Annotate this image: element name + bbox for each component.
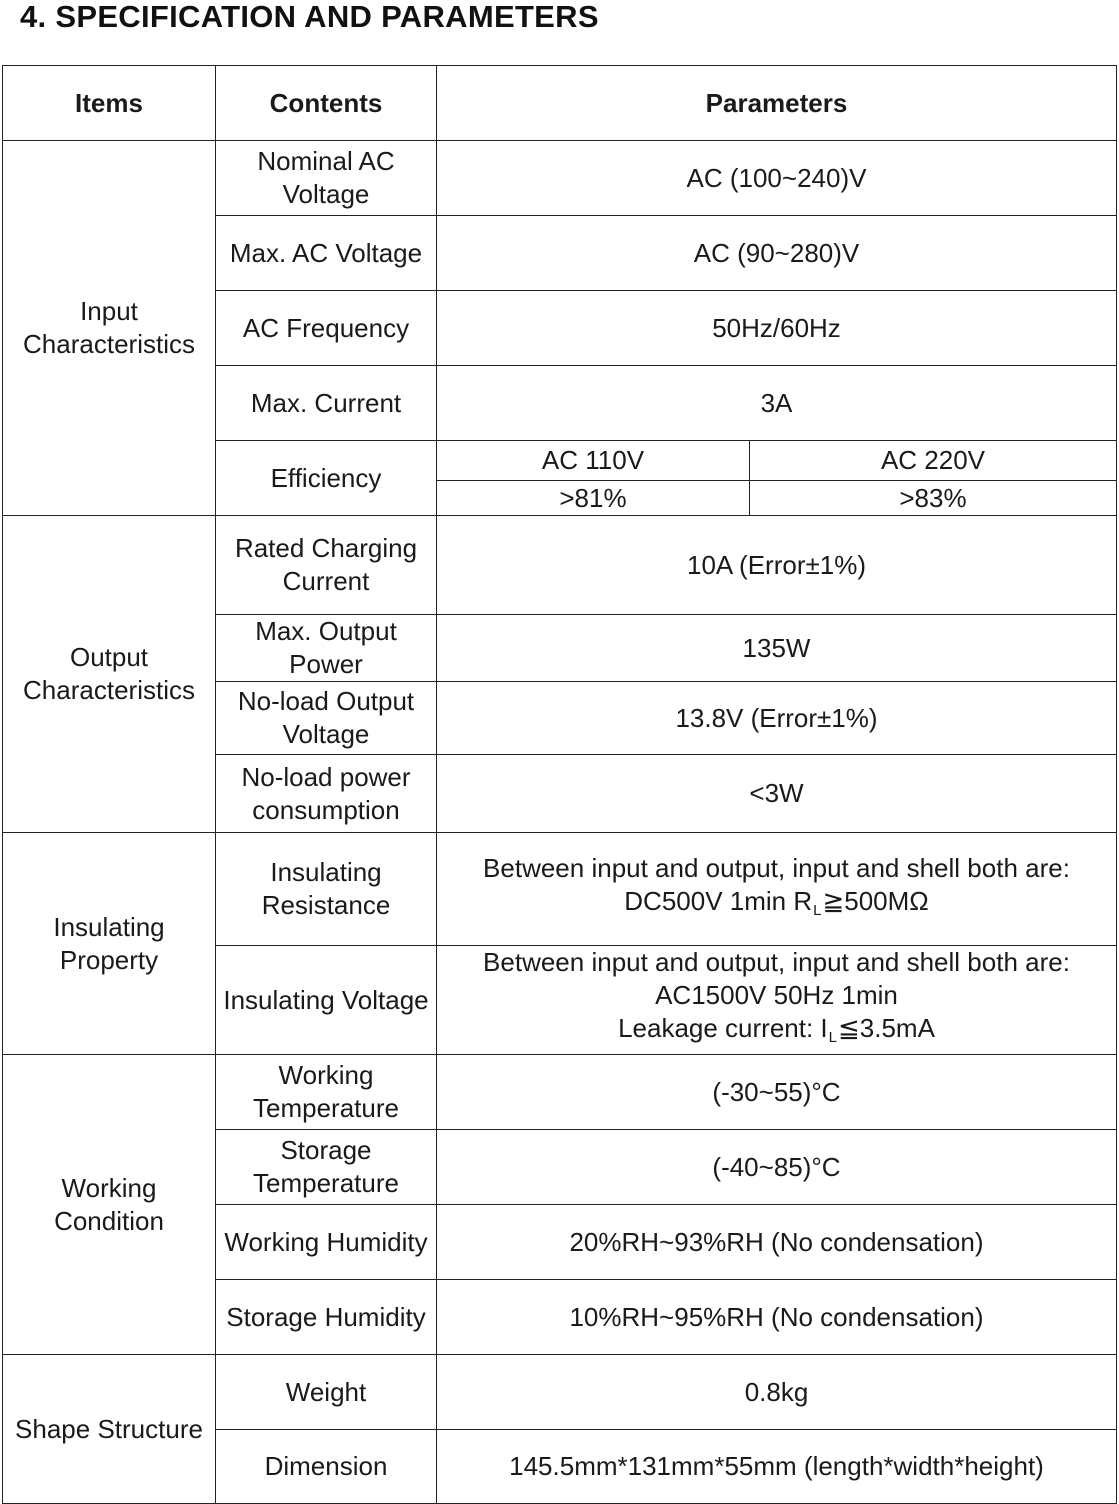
- header-items: Items: [3, 66, 216, 141]
- max-current-label: Max. Current: [216, 366, 437, 441]
- insulating-voltage-line3: [441, 1012, 1112, 1054]
- storage-temperature-label: Storage Temperature: [216, 1130, 437, 1205]
- efficiency-ac110-value: >81%: [437, 481, 750, 516]
- table-row: [3, 1355, 1117, 1430]
- group-input: Input Characteristics: [3, 141, 216, 516]
- max-output-power-label: Max. Output Power: [216, 615, 437, 682]
- table-header-row: [3, 66, 1117, 141]
- group-working: Working Condition: [3, 1055, 216, 1355]
- insulating-voltage-line1: Between input and output, input and shell both are:: [483, 947, 1070, 977]
- insulating-resistance-line2: [441, 885, 1112, 927]
- storage-humidity-value: 10%RH~95%RH (No condensation): [437, 1280, 1117, 1355]
- working-temperature-label: Working Temperature: [216, 1055, 437, 1130]
- leakage-prefix: Leakage current: I: [618, 1013, 828, 1043]
- max-output-power-value: 135W: [437, 615, 1117, 682]
- resistance-suffix: ≧500MΩ: [822, 885, 929, 916]
- group-output: Output Characteristics: [3, 516, 216, 833]
- resistance-subscript: L: [813, 901, 822, 919]
- insulating-resistance-label: Insulating Resistance: [216, 833, 437, 946]
- group-shape: Shape Structure: [3, 1355, 216, 1504]
- table-row: [3, 141, 1117, 216]
- insulating-voltage-label: Insulating Voltage: [216, 946, 437, 1055]
- efficiency-ac220-header: AC 220V: [750, 441, 1117, 481]
- storage-humidity-label: Storage Humidity: [216, 1280, 437, 1355]
- working-humidity-value: 20%RH~93%RH (No condensation): [437, 1205, 1117, 1280]
- noload-output-voltage-value: 13.8V (Error±1%): [437, 682, 1117, 755]
- group-insulating: Insulating Property: [3, 833, 216, 1055]
- leakage-suffix: ≦3.5mA: [837, 1013, 935, 1043]
- insulating-voltage-value: [437, 946, 1117, 1055]
- noload-power-consumption-label: No-load power consumption: [216, 755, 437, 833]
- ac-frequency-label: AC Frequency: [216, 291, 437, 366]
- max-ac-voltage-label: Max. AC Voltage: [216, 216, 437, 291]
- table-row: [3, 1055, 1117, 1130]
- weight-label: Weight: [216, 1355, 437, 1430]
- insulating-resistance-line1: Between input and output, input and shell both are:: [483, 852, 1070, 883]
- nominal-ac-voltage-value: AC (100~240)V: [437, 141, 1117, 216]
- weight-value: 0.8kg: [437, 1355, 1117, 1430]
- efficiency-ac220-value: >83%: [750, 481, 1117, 516]
- rated-charging-current-value: 10A (Error±1%): [437, 516, 1117, 615]
- leakage-subscript: L: [828, 1029, 837, 1046]
- table-row: [3, 516, 1117, 615]
- nominal-ac-voltage-label: Nominal AC Voltage: [216, 141, 437, 216]
- storage-temperature-value: (-40~85)°C: [437, 1130, 1117, 1205]
- insulating-voltage-line2: AC1500V 50Hz 1min: [655, 980, 898, 1010]
- max-ac-voltage-value: AC (90~280)V: [437, 216, 1117, 291]
- table-row: [3, 833, 1117, 946]
- rated-charging-current-label: Rated Charging Current: [216, 516, 437, 615]
- insulating-resistance-value: [437, 833, 1117, 946]
- max-current-value: 3A: [437, 366, 1117, 441]
- working-temperature-value: (-30~55)°C: [437, 1055, 1117, 1130]
- spec-table: [2, 65, 1117, 1504]
- ac-frequency-value: 50Hz/60Hz: [437, 291, 1117, 366]
- efficiency-ac110-header: AC 110V: [437, 441, 750, 481]
- noload-output-voltage-label: No-load Output Voltage: [216, 682, 437, 755]
- dimension-label: Dimension: [216, 1430, 437, 1504]
- efficiency-label: Efficiency: [216, 441, 437, 516]
- header-parameters: Parameters: [437, 66, 1117, 141]
- resistance-prefix: DC500V 1min R: [624, 885, 813, 916]
- dimension-value: 145.5mm*131mm*55mm (length*width*height): [437, 1430, 1117, 1504]
- section-title: 4. SPECIFICATION AND PARAMETERS: [20, 0, 599, 34]
- working-humidity-label: Working Humidity: [216, 1205, 437, 1280]
- noload-power-consumption-value: <3W: [437, 755, 1117, 833]
- header-contents: Contents: [216, 66, 437, 141]
